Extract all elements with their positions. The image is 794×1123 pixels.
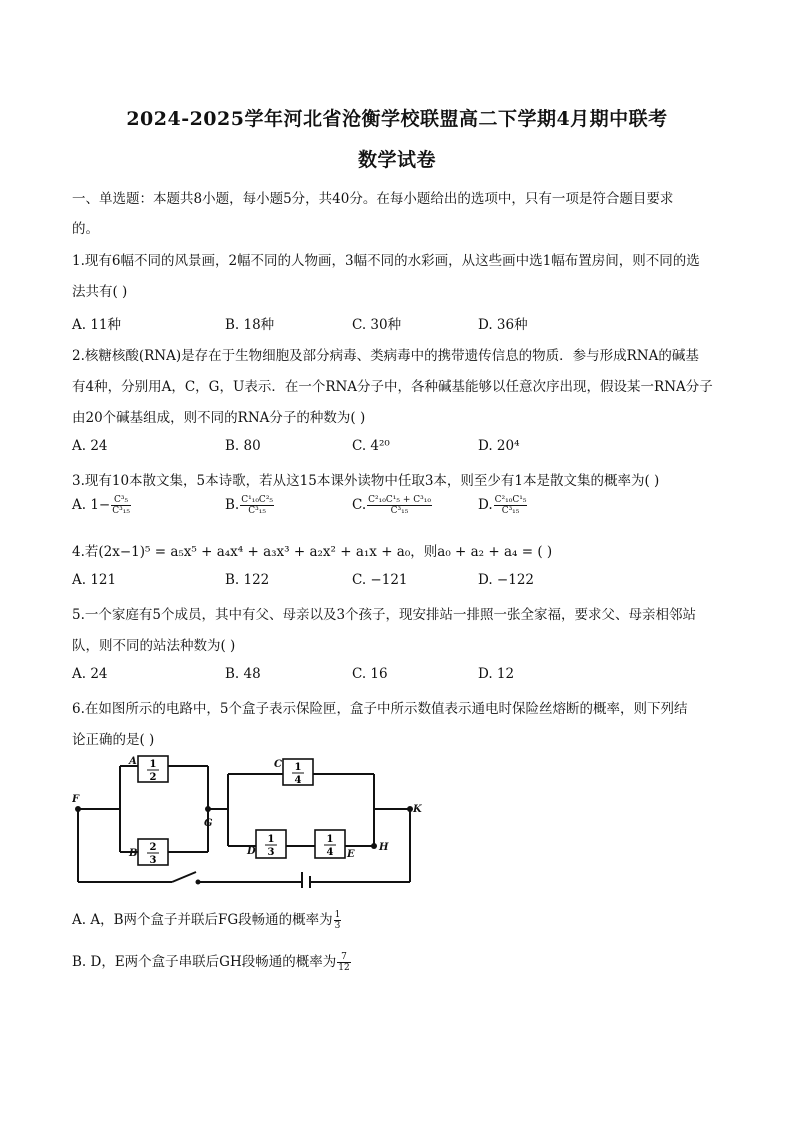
q5-option-b: B. 48 — [225, 666, 261, 682]
q4-option-d: D. −122 — [478, 572, 535, 588]
q5-stem-line2: 队，则不同的站法种数为( ) — [72, 638, 236, 654]
fuse-box-d — [256, 830, 286, 858]
q6-option-a — [72, 908, 342, 931]
q3-option-a — [72, 495, 132, 516]
q4-option-a: A. 121 — [72, 572, 117, 588]
q6-option-a-text: A. A，B两个盒子并联后FG段畅通的概率为 — [72, 912, 333, 928]
node-f-dot — [75, 806, 81, 812]
fuse-box-d-denominator: 3 — [267, 847, 275, 858]
fuse-box-c — [283, 759, 313, 786]
fuse-box-e-numerator: 1 — [326, 834, 334, 845]
q3-option-d-prefix: D. — [478, 497, 493, 513]
q4-option-b: B. 122 — [225, 572, 270, 588]
q1-stem-line2: 法共有( ) — [72, 284, 128, 300]
q2-option-c: C. 4²⁰ — [352, 438, 390, 454]
q3-option-b-fraction — [240, 495, 274, 516]
q1-option-c: C. 30种 — [352, 317, 402, 333]
fuse-box-b-numerator: 2 — [149, 842, 157, 853]
label-d: D — [247, 846, 256, 857]
section-heading-line2: 的。 — [72, 221, 99, 237]
section-heading-line1: 一、单选题：本题共8小题，每小题5分，共40分。在每小题给出的选项中，只有一项是符合题目要求 — [72, 191, 674, 207]
q1-option-b: B. 18种 — [225, 317, 275, 333]
exam-subtitle: 数学试卷 — [357, 149, 436, 171]
q4-option-c: C. −121 — [352, 572, 408, 588]
q3-option-c-numerator: C²₁₀C¹₅ + C³₁₀ — [368, 495, 431, 505]
node-g-dot — [205, 806, 211, 812]
q2-option-b: B. 80 — [225, 438, 261, 454]
q5-option-c: C. 16 — [352, 666, 388, 682]
label-k: K — [413, 804, 422, 815]
fuse-box-b-denominator: 3 — [149, 855, 157, 866]
q3-option-b-prefix: B. — [225, 497, 240, 513]
exam-title: 2024-2025学年河北省沧衡学校联盟高二下学期4月期中联考 — [126, 108, 668, 130]
label-f: F — [72, 794, 80, 805]
q5-option-d: D. 12 — [478, 666, 515, 682]
fuse-box-e — [315, 830, 345, 858]
label-g: G — [204, 818, 213, 829]
q2-stem-line3: 由20个碱基组成，则不同的RNA分子的种数为( ) — [72, 410, 366, 426]
q3-stem: 3.现有10本散文集，5本诗歌，若从这15本课外读物中任取3本，则至少有1本是散文集的概率为( ) — [72, 473, 660, 489]
q6-option-a-numerator: 1 — [334, 910, 341, 920]
q6-option-b-denominator: 12 — [338, 963, 350, 973]
q6-option-a-denominator: 3 — [334, 921, 341, 931]
q3-option-b-denominator: C³₁₅ — [248, 506, 266, 516]
q2-option-a: A. 24 — [72, 438, 108, 454]
q6-option-b-fraction — [337, 952, 350, 973]
q3-option-d-numerator: C²₁₀C¹₅ — [494, 495, 527, 505]
q3-option-b-numerator: C¹₁₀C²₅ — [241, 495, 274, 505]
q3-option-c-denominator: C³₁₅ — [390, 506, 409, 516]
circuit-diagram — [72, 754, 422, 888]
q3-option-d-denominator: C³₁₅ — [501, 506, 520, 516]
label-b: B — [129, 848, 138, 859]
q6-option-b-text: B. D，E两个盒子串联后GH段畅通的概率为 — [72, 954, 337, 970]
q3-option-c — [352, 495, 433, 516]
q2-stem-line1: 2.核糖核酸(RNA)是存在于生物细胞及部分病毒、类病毒中的携带遗传信息的物质．参与形成RNA的碱基 — [72, 348, 699, 364]
fuse-box-c-numerator: 1 — [294, 762, 302, 773]
label-c: C — [274, 759, 282, 770]
q3-option-d — [478, 495, 528, 516]
q5-option-a: A. 24 — [72, 666, 108, 682]
fuse-box-d-numerator: 1 — [267, 834, 275, 845]
q3-option-a-denominator: C³₁₅ — [112, 506, 130, 516]
fuse-box-a-denominator: 2 — [149, 772, 157, 783]
fuse-box-a-numerator: 1 — [149, 759, 157, 770]
q3-option-a-prefix: A. 1− — [72, 497, 111, 513]
q2-stem-line2: 有4种，分别用A，C，G，U表示．在一个RNA分子中，各种碱基能够以任意次序出现，假设某一RNA分子 — [72, 379, 713, 395]
q1-option-d: D. 36种 — [478, 317, 528, 333]
fuse-box-b — [138, 839, 168, 866]
q1-stem-line1: 1.现有6幅不同的风景画，2幅不同的人物画，3幅不同的水彩画，从这些画中选1幅布置房间，则不同的选 — [72, 253, 700, 269]
q6-option-b — [72, 950, 352, 973]
fuse-box-c-denominator: 4 — [294, 775, 302, 786]
q3-option-d-fraction — [494, 495, 528, 516]
q6-stem-line1: 6.在如图所示的电路中，5个盒子表示保险匣，盒子中所示数值表示通电时保险丝熔断的概率，则下列结 — [72, 701, 688, 717]
fuse-box-e-denominator: 4 — [326, 847, 334, 858]
label-a: A — [129, 756, 137, 767]
q6-option-b-numerator: 7 — [337, 952, 350, 963]
label-h: H — [379, 842, 389, 853]
q2-option-d: D. 20⁴ — [478, 438, 520, 454]
fuse-box-a — [138, 756, 168, 783]
q3-option-a-numerator: C³₅ — [111, 495, 131, 506]
q1-option-a: A. 11种 — [72, 317, 122, 333]
circuit-wires — [78, 766, 410, 888]
label-e: E — [347, 849, 355, 860]
q3-option-c-fraction — [367, 495, 432, 516]
switch-contact-dot — [196, 880, 201, 885]
q4-stem: 4.若(2x−1)⁵ = a₅x⁵ + a₄x⁴ + a₃x³ + a₂x² + a₁x + a₀，则a₀ + a₂ + a₄ = ( ) — [72, 544, 553, 560]
q3-option-c-prefix: C. — [352, 497, 367, 513]
q6-stem-line2: 论正确的是( ) — [72, 732, 155, 748]
q3-option-b — [225, 495, 275, 516]
q5-stem-line1: 5.一个家庭有5个成员，其中有父、母亲以及3个孩子，现安排站一排照一张全家福，要求父、母亲相邻站 — [72, 607, 697, 623]
node-h-dot — [371, 843, 377, 849]
q3-option-a-fraction — [111, 495, 131, 516]
q6-option-a-fraction — [334, 910, 342, 931]
